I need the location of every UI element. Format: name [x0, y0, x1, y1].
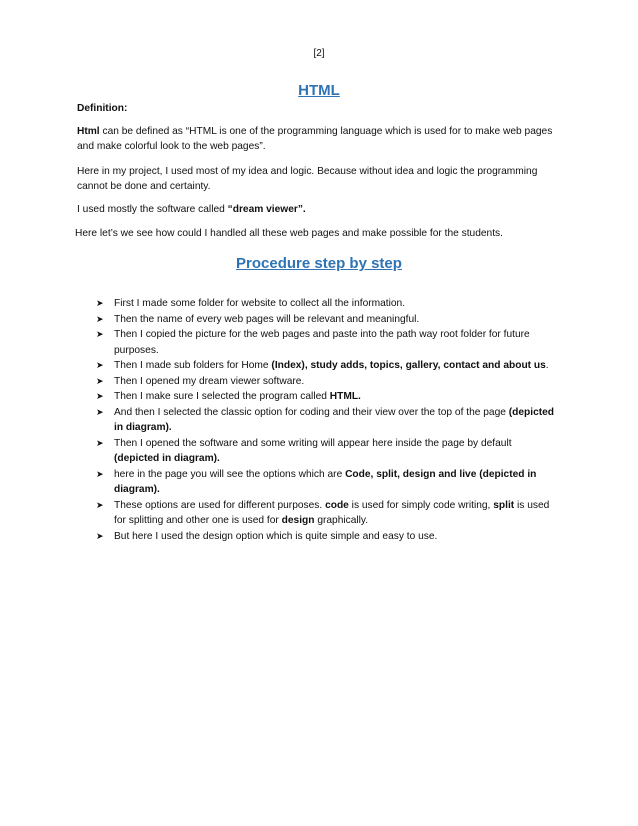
project-paragraph: Here in my project, I used most of my idea and logic. Because without idea and logic the programming cannot be done and certainty. [77, 166, 538, 192]
software-name: “dream viewer”. [227, 204, 306, 215]
list-item [96, 389, 556, 405]
step-text: Then I made sub folders for Home [114, 360, 272, 371]
list-item [96, 405, 556, 436]
step-bold-text: (depicted in diagram). [114, 406, 555, 433]
arrowhead-bullet-icon: ➤ [96, 468, 104, 479]
step-bold-text: design [281, 515, 315, 526]
step-bold-text: HTML. [329, 391, 361, 402]
step-text: But here I used the design option which is quite simple and easy to use. [114, 530, 438, 542]
step-text: Then the name of every web pages will be relevant and meaningful. [114, 313, 420, 325]
procedure-list [96, 296, 556, 544]
arrowhead-bullet-icon: ➤ [96, 437, 104, 448]
html-term: Html [77, 126, 100, 137]
step-text: Then I opened the software and some writing will appear here inside the page by default [114, 437, 512, 449]
step-bold-text: (depicted in diagram). [114, 453, 220, 464]
step-text: Then I copied the picture for the web pages and paste into the path way root folder for future purposes. [114, 329, 530, 356]
list-item [96, 436, 556, 467]
step-text: graphically. [314, 515, 369, 526]
arrowhead-bullet-icon: ➤ [96, 391, 104, 401]
arrowhead-bullet-icon: ➤ [96, 360, 104, 370]
section-heading: Procedure step by step [236, 255, 402, 272]
arrowhead-bullet-icon: ➤ [96, 329, 104, 339]
list-item [96, 467, 556, 498]
arrowhead-bullet-icon: ➤ [96, 375, 104, 386]
page-number: [2] [313, 48, 325, 59]
arrowhead-bullet-icon: ➤ [96, 406, 104, 417]
step-bold-text: (Index), study adds, topics, gallery, contact and about us [271, 360, 546, 371]
list-item [96, 296, 556, 312]
definition-label: Definition: [77, 103, 128, 114]
arrowhead-bullet-icon: ➤ [96, 499, 104, 510]
step-text: First I made some folder for website to collect all the information. [114, 298, 406, 309]
list-item [96, 374, 556, 390]
step-bold-text: split [493, 499, 515, 511]
list-item [96, 327, 556, 358]
step-text: is used for simply code writing, [348, 499, 494, 511]
step-text: These options are used for different purposes. [114, 499, 326, 511]
arrowhead-bullet-icon: ➤ [96, 298, 104, 308]
step-bold-text: code [325, 499, 349, 511]
definition-paragraph [77, 124, 557, 154]
list-item [96, 312, 556, 328]
step-text: Then I opened my dream viewer software. [114, 375, 305, 387]
step-text: . [545, 360, 549, 371]
arrowhead-bullet-icon: ➤ [96, 313, 104, 324]
list-item [96, 498, 556, 529]
step-text: Then I make sure I selected the program called [114, 391, 330, 402]
step-text: And then I selected the classic option for coding and their view over the top of the page [114, 406, 509, 418]
step-text: here in the page you will see the options which are [114, 468, 346, 480]
list-item [96, 358, 556, 374]
list-item [96, 529, 556, 545]
arrowhead-bullet-icon: ➤ [96, 530, 104, 541]
intro-paragraph: Here let’s we see how could I handled all these web pages and make possible for the students. [75, 228, 503, 239]
step-bold-text: Code, split, design and live (depicted in diagram). [114, 468, 537, 495]
software-paragraph [77, 202, 557, 217]
page-title: HTML [298, 82, 340, 99]
definition-text: can be defined as “HTML is one of the programming language which is used for to make web pages and make colorful look to the web pages”. [77, 126, 553, 152]
step-text: is used for splitting and other one is used for [114, 499, 550, 526]
software-text: I used mostly the software called [77, 204, 228, 215]
